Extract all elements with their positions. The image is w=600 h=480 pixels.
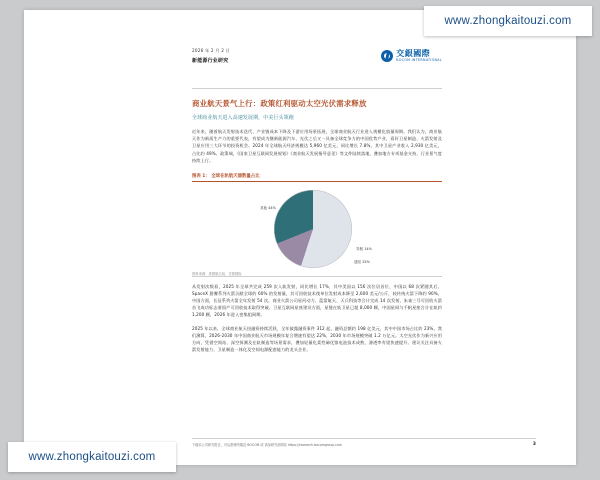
pie-label-2: 通信 25% [354,259,370,264]
watermark-top [424,6,592,36]
watermark-top-text: www.zhongkaitouzi.com [444,15,572,27]
bocom-logo-text [396,50,442,62]
page-content [192,48,442,353]
bocom-logo-cn: 交銀國際 [396,49,431,58]
pie-chart [274,190,352,268]
figure-top-rule [192,181,442,182]
figure-pie-chart [192,184,442,276]
document-footer [192,438,536,447]
watermark-bottom-text: www.zhongkaitouzi.com [28,451,156,463]
report-title: 商业航天景气上行：政策红利驱动太空光伏需求释放 [192,99,367,108]
report-sector: 新能源行业研究 [192,58,229,64]
header-divider [192,88,442,89]
page-number: 3 [532,442,536,447]
figure-source: 资料来源：美国航天局，交银国际 [192,271,242,276]
footer-disclaimer: 下载本公司研究报告，可从彭博终端及 BOCOM 或 请参研究部网站 https://research.bocomgroup.com [192,443,342,447]
bocom-logo [381,50,442,62]
body-paragraph: 近年来，随着航天发射技术迭代、产业链成本下降及下游应用场景拓展，全球商业航天行业进入规模化放量周期。我们认为，商业航天作为新质生产力的重要代表，有望成为继新能源汽车、光伏之后又一具备全球竞争力的中国优势产业，看好卫星制造、火箭发射及卫星应用三大环节的投资机会。2024 年全球航天经济规模达 5,960 亿美元，同比增长 7.8%，其中卫星产业收入 2,930 亿美元，占比约 49%。政策端，《国家卫星互联网发展规划》《商业航天发展指导意见》等文件陆续落地，叠加地方专项基金支持，行业景气度持续上行。 [192,129,442,163]
report-date: 2026 年 2 月 2 日 [192,48,231,53]
pie-chart-wrap [260,190,372,276]
watermark-bottom [8,442,176,472]
bocom-logo-en: BOCOM INTERNATIONAL [396,58,442,62]
document-page [24,10,576,465]
figure-bottom-rule [192,276,442,277]
body-paragraph: 从发射次数看，2025 年全球共完成 259 次入轨发射，同比增长 17%，其中美国以 156 次位居首位，中国以 68 次紧随其后。SpaceX 猎鹰系列火箭贡献全球约 60% 的发射量，其可回收技术使单位发射成本降至 2,600 美元/公斤，较传统火箭下降约 90%。中国方面，长征系列火箭全年发射 54 次，商业火箭公司星河动力、蓝箭航天、天兵科技等合计完成 14 次发射，朱雀三号可回收火箭首飞成功标志着国产可回收技术取得突破。卫星互联网星座建设方面，星链在轨卫星已超 8,000 颗，中国星网与千帆星座合计在轨约 1,200 颗，2026 年进入密集组网期。 [192,283,442,318]
figure-caption: 图表 1： 全球在轨航天器数量占比 [192,173,260,179]
footer-divider [192,438,536,439]
document-header [192,48,442,82]
pie-label-0: 其他 44% [260,205,276,210]
report-subtitle: 全球商业航天进入高速发展期，中美巨头领跑 [192,114,294,121]
body-paragraph: 2025 年以来，全球商业航天投融资持续活跃，全年披露融资事件 312 起，融资总额约 198 亿美元，其中中国市场占比约 23%。我们测算，2026-2030 年中国商业航天市场规模年复合增速有望达 22%，2030 年市场规模突破 1.2 万亿元。太空光伏作为新兴应用方向，凭借空间站、深空探测及在轨制造等场景需求，叠加轻量化柔性砷化镓电池技术成熟，渗透率有望快速提升。建议关注具备火箭发射能力、卫星制造一体化及空间电源配套能力的龙头企业。 [192,325,442,352]
pie-label-1: 导航 14% [356,246,372,251]
bocom-logo-icon [381,50,393,62]
